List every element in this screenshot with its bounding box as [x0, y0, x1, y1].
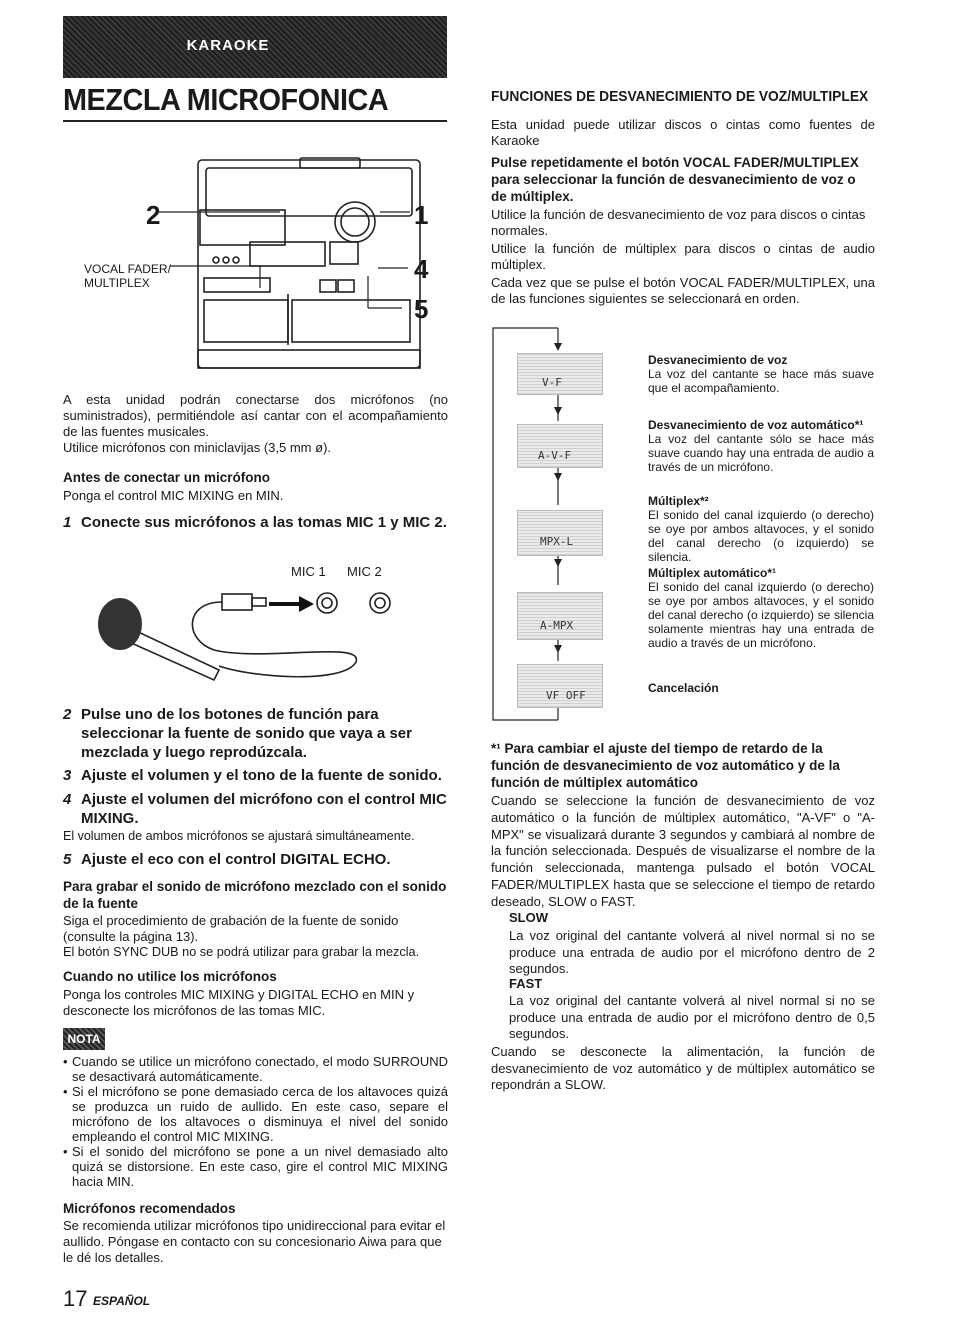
- fast-label: FAST: [509, 976, 543, 991]
- display-vf-text: V-F: [542, 376, 562, 389]
- stereo-unit-illustration: [140, 150, 440, 375]
- record-heading: Para grabar el sonido de micrófono mezclado con el sonido de la fuente: [63, 879, 447, 911]
- intro-p1: A esta unidad podrán conectarse dos micrófonos (no suministrados), permitiéndole así cantar con el acompañamiento de las fuentes musicales.: [63, 392, 448, 439]
- nota-item: • Si el sonido del micrófono se pone a un nivel demasiado alto quizá se distorsione. En este caso, gire el control MIC MIXING hacia MIN.: [63, 1144, 448, 1189]
- step-4: [63, 790, 448, 828]
- display-ampx-text: A-MPX: [540, 619, 574, 632]
- right-instruction: Pulse repetidamente el botón VOCAL FADER/MULTIPLEX para seleccionar la función de desvanecimiento de voz o de múltiplex.: [491, 155, 859, 204]
- page-language: ESPAÑOL: [93, 1294, 151, 1308]
- step-5-text: Ajuste el eco con el control DIGITAL ECHO.: [81, 851, 391, 868]
- delay-end: Cuando se desconecte la alimentación, la función de desvanecimiento de voz automático y de múltiplex automático se repondrán a SLOW.: [491, 1044, 875, 1092]
- function-title: Múltiplex*²: [648, 494, 709, 508]
- callout-5: 5: [414, 294, 429, 324]
- nota-list: [63, 1054, 448, 1189]
- display-ampx: [517, 592, 603, 640]
- display-avf: [517, 424, 603, 468]
- title-divider: [63, 120, 447, 122]
- recommended-text: Se recomienda utilizar micrófonos tipo unidireccional para evitar el aullido. Póngase en contacto con su concesionario Aiwa para que le dé los detalles.: [63, 1218, 446, 1265]
- step-1-num: 1: [63, 514, 72, 531]
- intro-p2: Utilice micrófonos con miniclavijas (3,5 mm ø).: [63, 440, 332, 455]
- microphone-illustration: [94, 580, 424, 695]
- section-label: KARAOKE: [186, 37, 270, 54]
- display-mpx-text: MPX-L: [540, 535, 574, 548]
- function-desc: El sonido del canal izquierdo (o derecho) se oye por ambos altavoces, y el sonido del canal derecho (o izquierdo) se silencia solamente mientras hay una entrada de audio a través de un micrófono.: [648, 580, 874, 650]
- display-mpx: [517, 510, 603, 556]
- callout-4: 4: [414, 254, 429, 284]
- recommended-heading: Micrófonos recomendados: [63, 1201, 236, 1216]
- function-cancel: [648, 681, 874, 695]
- before-text: Ponga el control MIC MIXING en MIN.: [63, 488, 284, 503]
- display-off: [517, 664, 603, 708]
- mic1-label: MIC 1: [291, 564, 326, 579]
- right-p1: Esta unidad puede utilizar discos o cintas como fuentes de Karaoke: [491, 117, 875, 148]
- step-1-text: Conecte sus micrófonos a las tomas MIC 1 y MIC 2.: [81, 514, 447, 531]
- nota-item: • Cuando se utilice un micrófono conectado, el modo SURROUND se desactivará automáticamente.: [63, 1054, 448, 1084]
- step-1: [63, 513, 448, 532]
- mic2-label: MIC 2: [347, 564, 382, 579]
- step-5: [63, 850, 448, 869]
- function-auto-voice-fader: [648, 418, 874, 474]
- slow-text: La voz original del cantante volverá al nivel normal si no se produce una entrada de audio por el micrófono dentro de 2 segundos.: [509, 928, 875, 976]
- step-3-text: Ajuste el volumen y el tono de la fuente de sonido.: [81, 767, 442, 784]
- before-heading: Antes de conectar un micrófono: [63, 470, 271, 485]
- callout-1: 1: [414, 200, 429, 230]
- function-title: Desvanecimiento de voz: [648, 353, 788, 367]
- step-4-note: El volumen de ambos micrófonos se ajustará simultáneamente.: [63, 829, 415, 843]
- function-title: Desvanecimiento de voz automático*¹: [648, 418, 864, 432]
- step-4-num: 4: [63, 791, 72, 808]
- page-title: MEZCLA MICROFONICA: [63, 82, 389, 117]
- step-3-num: 3: [63, 767, 72, 784]
- page-number: 17: [63, 1286, 88, 1311]
- record-p2: El botón SYNC DUB no se podrá utilizar para grabar la mezcla.: [63, 945, 420, 959]
- slow-label: SLOW: [509, 910, 548, 925]
- display-vf: [517, 353, 603, 395]
- delay-heading: *¹ Para cambiar el ajuste del tiempo de retardo de la función de desvanecimiento de voz automático y de la función de múltiplex automático: [491, 741, 840, 790]
- function-multiplex: [648, 494, 874, 564]
- record-p1: Siga el procedimiento de grabación de la fuente de sonido (consulte la página 13).: [63, 913, 399, 944]
- function-auto-multiplex: [648, 566, 874, 650]
- function-desc: El sonido del canal izquierdo (o derecho) se oye por ambos altavoces, y el sonido del canal derecho (o izquierdo) se silencia.: [648, 508, 874, 564]
- right-p4: Cada vez que se pulse el botón VOCAL FADER/MULTIPLEX, una de las funciones siguientes se seleccionará en orden.: [491, 275, 875, 306]
- function-desc: La voz del cantante se hace más suave que el acompañamiento.: [648, 367, 874, 395]
- display-avf-text: A-V-F: [538, 449, 572, 462]
- step-2-text: Pulse uno de los botones de función para seleccionar la fuente de sonido que vaya a ser mezclada y luego reprodúzcala.: [81, 706, 412, 761]
- step-2-num: 2: [63, 706, 72, 723]
- delay-text: Cuando se seleccione la función de desvanecimiento de voz automático o la función de múltiplex automático, "A-VF" o "A-MPX" se visualizará durante 3 segundos y cambiará al nombre de la función seleccionada. Después de visualizarse el nombre de la función seleccionada, mantenga pulsado el botón VOCAL FADER/MULTIPLEX hasta que se seleccione el tiempo de retardo deseado, SLOW o FAST.: [491, 793, 875, 909]
- nota-item: • Si el micrófono se pone demasiado cerca de los altavoces quizá se produzca un ruido de aullido. En este caso, separe el micrófono de los altavoces o disminuya el nivel del sonido empleando el control MIC MIXING.: [63, 1084, 448, 1144]
- functions-heading: FUNCIONES DE DESVANECIMIENTO DE VOZ/MULTIPLEX: [491, 88, 869, 105]
- right-p2: Utilice la función de desvanecimiento de voz para discos o cintas normales.: [491, 207, 866, 238]
- step-3: [63, 766, 448, 785]
- callout-2: 2: [146, 200, 161, 230]
- function-title: Cancelación: [648, 681, 719, 695]
- not-using-text: Ponga los controles MIC MIXING y DIGITAL ECHO en MIN y desconecte los micrófonos de las tomas MIC.: [63, 987, 415, 1018]
- not-using-heading: Cuando no utilice los micrófonos: [63, 969, 277, 984]
- function-voice-fader: [648, 353, 874, 395]
- nota-badge: NOTA: [63, 1028, 105, 1050]
- step-2: [63, 705, 448, 762]
- vocal-fader-label: VOCAL FADER/ MULTIPLEX: [84, 262, 171, 290]
- mic-head: [98, 598, 142, 650]
- step-5-num: 5: [63, 851, 72, 868]
- fast-text: La voz original del cantante volverá al nivel normal si no se produce una entrada de audio por el micrófono dentro de 0,5 segundos.: [509, 993, 875, 1041]
- step-4-text: Ajuste el volumen del micrófono con el control MIC MIXING.: [81, 791, 447, 827]
- function-desc: La voz del cantante sólo se hace más suave cuando hay una entrada de audio a través de un micrófono.: [648, 432, 874, 474]
- function-title: Múltiplex automático*¹: [648, 566, 777, 580]
- right-p3: Utilice la función de múltiplex para discos o cintas de audio múltiplex.: [491, 241, 875, 272]
- display-off-text: VF OFF: [546, 689, 586, 702]
